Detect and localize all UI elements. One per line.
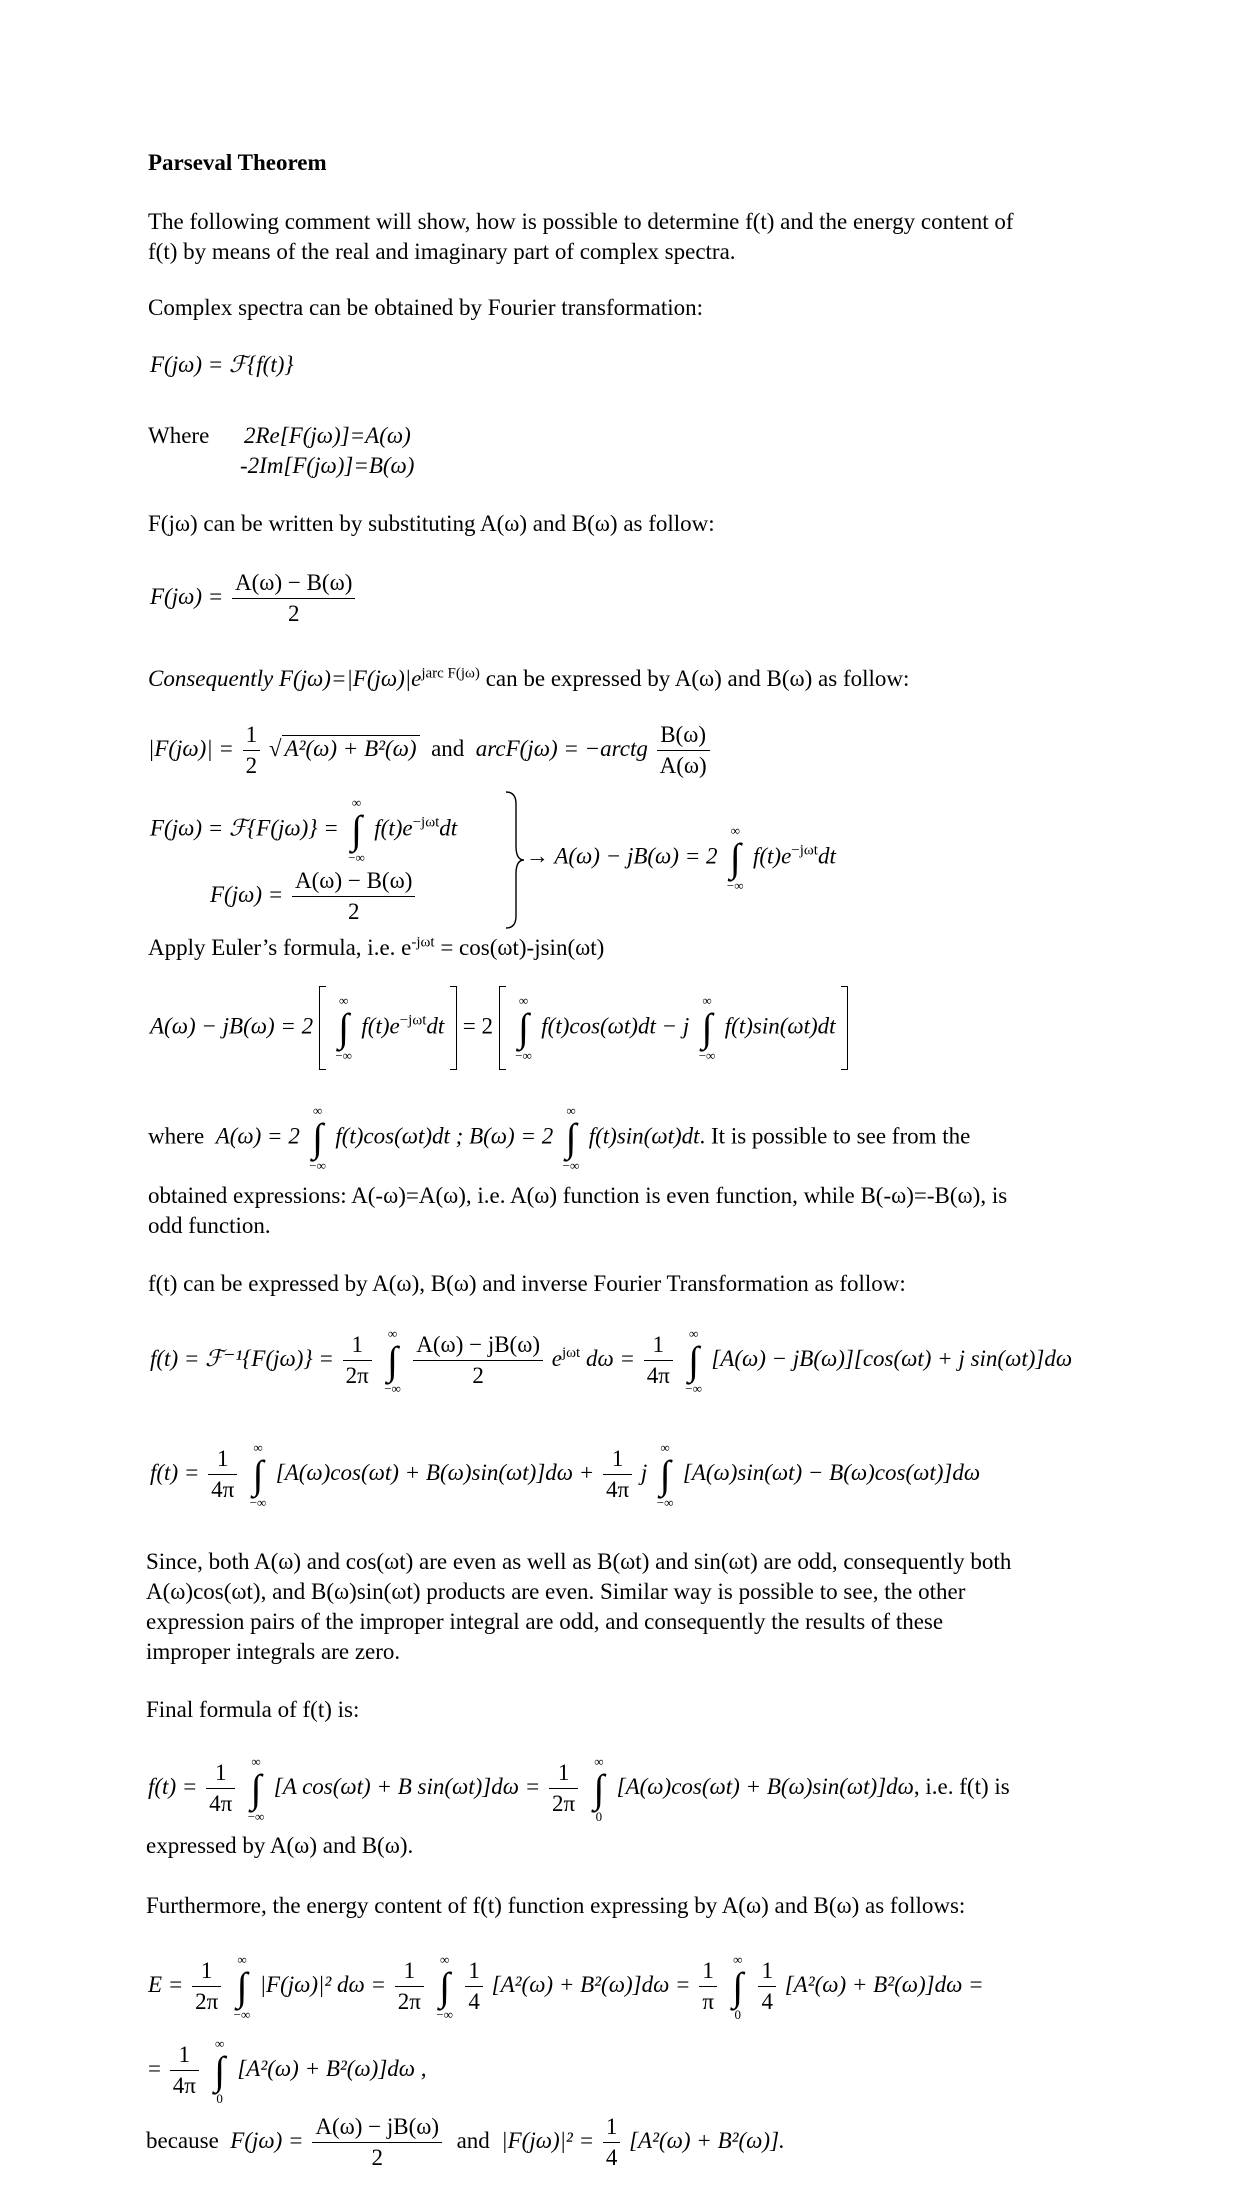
- eq8-mid: [A cos(ωt) + B sin(ωt)]dω =: [273, 1773, 541, 1799]
- eq4-line1-sup: −jωt: [412, 814, 440, 831]
- eq4-rhs-dt: dt: [817, 843, 836, 869]
- int-lower: −∞: [384, 1380, 401, 1396]
- eq6-f3: [644, 1330, 673, 1391]
- paragraph-inverse: f(t) can be expressed by A(ω), B(ω) and inverse Fourier Transformation as follow:: [148, 1271, 906, 1296]
- int-lower: −∞: [309, 1158, 326, 1173]
- p13-f-den: 4: [605, 2145, 618, 2170]
- eq7-f2: [603, 1444, 632, 1505]
- integral-sign: ∞ ∫ −∞: [656, 1439, 674, 1510]
- int-upper: ∞: [214, 2035, 225, 2051]
- int-lower: −∞: [685, 1380, 702, 1396]
- int-lower: −∞: [726, 878, 744, 893]
- eq4-line1-integrand: f(t)e: [374, 815, 413, 841]
- page-title: Parseval Theorem: [148, 150, 327, 175]
- where-label: Where: [148, 423, 210, 448]
- paragraph-expressed: expressed by A(ω) and B(ω).: [146, 1833, 414, 1858]
- int-upper: ∞: [312, 1103, 323, 1118]
- int-upper: ∞: [351, 795, 362, 810]
- eq2-denominator: 2: [287, 601, 300, 626]
- eq9-f5-num: 1: [758, 1956, 776, 1987]
- int-upper: ∞: [660, 1439, 670, 1455]
- eq6-lhs: f(t) = ℱ⁻¹{F(jω)} =: [150, 1345, 334, 1371]
- p4-post: can be expressed by A(ω) and B(ω) as follow:: [479, 666, 910, 691]
- equation-system-line-2: [210, 866, 418, 927]
- eq9-f2-den: 2π: [397, 1989, 421, 2014]
- eq9-c: [A²(ω) + B²(ω)]dω =: [784, 1971, 984, 1997]
- intro-line-1: The following comment will show, how is possible to determine f(t) and the energy content of: [148, 209, 1014, 234]
- eq7-f1: [208, 1444, 237, 1505]
- right-bracket: [450, 986, 457, 1070]
- eq9-a: |F(jω)|² dω =: [259, 1971, 387, 1997]
- left-bracket: [319, 986, 326, 1070]
- eq8-f1-num: 1: [206, 1758, 235, 1789]
- p13-quarter: [603, 2112, 621, 2173]
- eq5-mid-dt: dt: [426, 1013, 445, 1039]
- eq9-f1-num: 1: [192, 1956, 221, 1987]
- eq3-half-den: 2: [245, 753, 258, 778]
- eq5-rhs-b: f(t)sin(ωt)dt: [724, 1013, 836, 1039]
- eq7-part1: [A(ω)cos(ωt) + B(ω)sin(ωt)]dω +: [275, 1459, 595, 1485]
- p6-b-int: f(t)sin(ωt)dt: [588, 1123, 700, 1149]
- p13-rhs: [A²(ω) + B²(ω)].: [629, 2127, 785, 2153]
- int-lower: −∞: [515, 1048, 532, 1063]
- intro-line-2: f(t) by means of the real and imaginary part of complex spectra.: [148, 239, 736, 264]
- p6-a: A(ω) = 2: [215, 1123, 300, 1149]
- eq6-f1: [343, 1330, 372, 1391]
- paragraph-since-line-1: Since, both A(ω) and cos(ωt) are even as well as B(ωt) and sin(ωt) are odd, consequently both: [146, 1549, 1012, 1574]
- eq8-f1: [206, 1758, 235, 1819]
- eq9-f3: [465, 1956, 483, 2017]
- int-lower: −∞: [656, 1494, 674, 1510]
- p13-f-num: 1: [603, 2112, 621, 2143]
- eq3-arc-lhs: arcF(jω) = −arctg: [475, 735, 648, 761]
- eq4-line2-num: A(ω) − B(ω): [292, 866, 415, 897]
- eq9-f1-den: 2π: [195, 1989, 219, 2014]
- integral-sign: ∞ ∫ 0: [728, 1967, 748, 2007]
- eq6-f3-den: 4π: [646, 1363, 670, 1388]
- eq10-lhs: =: [148, 2055, 161, 2081]
- paragraph-parity-line-2: odd function.: [148, 1213, 271, 1238]
- eq2-numerator: A(ω) − B(ω): [232, 568, 355, 599]
- int-lower: −∞: [436, 2006, 453, 2022]
- eq9-f4-den: π: [702, 1989, 714, 2014]
- p13-mag: |F(jω)|² =: [501, 2127, 595, 2153]
- right-bracket: [841, 986, 848, 1070]
- eq3-mag-lhs: |F(jω)| =: [148, 735, 234, 761]
- eq3-half-num: 1: [243, 720, 261, 751]
- eq9-f4: [699, 1956, 717, 2017]
- paragraph-energy: Furthermore, the energy content of f(t) function expressing by A(ω) and B(ω) as follows:: [146, 1893, 966, 1918]
- eq9-f3-num: 1: [465, 1956, 483, 1987]
- eq5-mid: f(t)e: [361, 1013, 400, 1039]
- p13-lhs: F(jω) =: [230, 2127, 304, 2153]
- integral-sign: ∞ ∫ −∞: [562, 1103, 580, 1173]
- paragraph-complex-spectra: Complex spectra can be obtained by Fourier transformation:: [148, 295, 704, 320]
- right-brace: [502, 790, 526, 930]
- p13-and: and: [456, 2127, 490, 2153]
- eq1-text: F(jω) = ℱ{f(t)}: [150, 352, 294, 377]
- eq5-lhs: A(ω) − jB(ω) = 2: [150, 1013, 314, 1039]
- eq4-rhs-lhs: → A(ω) − jB(ω) = 2: [526, 843, 718, 869]
- eq6-f3-num: 1: [644, 1330, 673, 1361]
- eq9-lhs: E =: [148, 1971, 184, 1997]
- eq10-f-num: 1: [170, 2040, 199, 2071]
- paragraph-since-line-2: A(ω)cos(ωt), and B(ω)sin(ωt) products are even. Similar way is possible to see, the other: [146, 1579, 966, 1604]
- paragraph-parity-line-1: obtained expressions: A(-ω)=A(ω), i.e. A(ω) function is even function, while B(-ω)=-B(ω), is: [148, 1183, 1008, 1208]
- eq6-f2-num: A(ω) − jB(ω): [413, 1330, 543, 1361]
- equation-f-jw: [150, 568, 358, 629]
- eq6-f1-num: 1: [343, 1330, 372, 1361]
- int-upper: ∞: [251, 1753, 261, 1769]
- equation-euler-expansion: [150, 986, 848, 1070]
- eq8-f2-den: 2π: [552, 1791, 576, 1816]
- integral-sign: ∞ ∫ −∞: [247, 1753, 265, 1824]
- left-bracket: [499, 986, 506, 1070]
- integral-sign: ∞ ∫ −∞: [515, 993, 532, 1063]
- eq2-lhs: F(jω) =: [150, 583, 224, 609]
- p6-where: where: [148, 1123, 205, 1149]
- int-lower: −∞: [348, 850, 365, 865]
- integral-sign: ∞ ∫ −∞: [685, 1325, 702, 1396]
- eq6-e: e: [551, 1345, 562, 1371]
- eq8-f2-num: 1: [549, 1758, 578, 1789]
- eq7-f1-den: 4π: [211, 1477, 235, 1502]
- integral-sign: ∞ ∫ 0: [210, 2051, 230, 2091]
- eq8-lhs: f(t) =: [148, 1773, 198, 1799]
- where-a-text: 2Re[F(jω)]=A(ω): [244, 423, 411, 448]
- equation-system-result: [526, 823, 836, 893]
- int-upper: ∞: [688, 1325, 699, 1341]
- eq6-f2-den: 2: [472, 1363, 484, 1388]
- int-lower: 0: [595, 1808, 603, 1824]
- eq3-arc-fraction: [657, 720, 710, 781]
- eq4-line2-den: 2: [347, 899, 360, 924]
- eq4-rhs-sup: −jωt: [791, 842, 818, 859]
- equation-magnitude-arc: |F(jω)| = $\frac{1}{2}$ √ A²(ω) + B²(ω) and arcF(jω) = −arctg $\frac{B(\omega)}{A(\omega)}$: [148, 720, 713, 781]
- paragraph-consequently: [148, 663, 909, 694]
- p6-a-int: f(t)cos(ωt)dt ;: [335, 1123, 464, 1149]
- int-upper: ∞: [339, 993, 349, 1008]
- eq8-rhs: [A(ω)cos(ωt) + B(ω)sin(ωt)]dω: [616, 1773, 914, 1799]
- eq4-line2-lhs: F(jω) =: [210, 881, 284, 907]
- int-lower: −∞: [247, 1808, 265, 1824]
- eq4-line2-fraction: [292, 866, 415, 927]
- int-upper: ∞: [518, 993, 529, 1008]
- int-upper: ∞: [733, 1951, 743, 1967]
- equation-system-line-1: [150, 795, 458, 865]
- int-lower: −∞: [335, 1048, 352, 1063]
- int-upper: ∞: [440, 1951, 450, 1967]
- where-definition-a: [244, 420, 411, 451]
- p4-sup: jarc F(jω): [421, 665, 480, 682]
- int-lower: −∞: [233, 2006, 251, 2022]
- eq2-fraction: [232, 568, 355, 629]
- int-upper: ∞: [253, 1439, 263, 1455]
- equation-energy: [148, 1951, 984, 2022]
- eq8-f2: [549, 1758, 578, 1819]
- equation-final-f-t: [148, 1753, 1010, 1824]
- eq9-f2-num: 1: [395, 1956, 424, 1987]
- int-upper: ∞: [566, 1103, 576, 1118]
- eq9-f1: [192, 1956, 221, 2017]
- eq10-f-den: 4π: [172, 2073, 196, 2098]
- integral-sign: ∞ ∫ −∞: [436, 1951, 453, 2022]
- int-lower: −∞: [698, 1048, 716, 1063]
- integral-sign: ∞ ∫ −∞: [348, 795, 365, 865]
- equation-energy-cont: [148, 2035, 427, 2106]
- paragraph-where-ab: [148, 1103, 971, 1173]
- eq7-f2-den: 4π: [606, 1477, 630, 1502]
- p13-num: A(ω) − jB(ω): [312, 2112, 442, 2143]
- eq4-line1-lhs: F(jω) = ℱ{F(jω)} =: [150, 815, 339, 841]
- eq3-half: [243, 720, 261, 781]
- eq10-rhs: [A²(ω) + B²(ω)]dω ,: [237, 2055, 427, 2081]
- int-upper: ∞: [387, 1325, 398, 1341]
- integral-sign: ∞ ∫ −∞: [249, 1439, 267, 1510]
- euler-post: = cos(ωt)-jsin(ωt): [434, 935, 605, 960]
- paragraph-since-line-4: improper integrals are zero.: [146, 1639, 401, 1664]
- eq5-eq2: = 2: [462, 1013, 494, 1039]
- paragraph-substitution: F(jω) can be written by substituting A(ω) and B(ω) as follow:: [148, 511, 715, 536]
- eq7-f2-num: 1: [603, 1444, 632, 1475]
- euler-sup: -jωt: [411, 934, 435, 951]
- int-lower: 0: [734, 2006, 741, 2022]
- integral-sign: ∞ ∫ −∞: [384, 1325, 401, 1396]
- eq3-arc-den: A(ω): [659, 753, 707, 778]
- eq7-f1-num: 1: [208, 1444, 237, 1475]
- eq9-f2: [395, 1956, 424, 2017]
- p6-b: B(ω) = 2: [469, 1123, 554, 1149]
- p6-tail: . It is possible to see from the: [699, 1123, 971, 1149]
- int-lower: −∞: [249, 1494, 267, 1510]
- integral-sign: ∞ ∫ −∞: [335, 993, 352, 1063]
- equation-because: [146, 2112, 785, 2173]
- p4-pre: Consequently F(jω)=|F(jω)|e: [148, 666, 422, 691]
- eq9-b: [A²(ω) + B²(ω)]dω =: [491, 1971, 691, 1997]
- int-upper: ∞: [594, 1753, 604, 1769]
- p13-den: 2: [371, 2145, 383, 2170]
- eq3-sqrt: A²(ω) + B²(ω): [282, 735, 420, 761]
- p13-fraction: [312, 2112, 442, 2173]
- int-upper: ∞: [730, 823, 740, 838]
- where-b-text: -2Im[F(jω)]=B(ω): [240, 453, 415, 478]
- eq5-mid-sup: −jωt: [399, 1012, 427, 1029]
- eq6-dw: dω =: [585, 1345, 635, 1371]
- int-lower: −∞: [562, 1158, 580, 1173]
- equation-fourier-transform: [150, 352, 294, 378]
- eq8-tail: , i.e. f(t) is: [913, 1773, 1010, 1799]
- eq3-arc-num: B(ω): [657, 720, 710, 751]
- integral-sign: ∞ ∫ 0: [589, 1769, 609, 1809]
- eq10-f: [170, 2040, 199, 2101]
- where-definition-b: [240, 450, 414, 481]
- eq9-f4-num: 1: [699, 1956, 717, 1987]
- int-upper: ∞: [702, 993, 712, 1008]
- euler-pre: Apply Euler’s formula, i.e. e: [148, 935, 412, 960]
- paragraph-euler: [148, 932, 604, 963]
- integral-sign: ∞ ∫ −∞: [309, 1103, 326, 1173]
- eq7-j: j: [640, 1459, 648, 1485]
- int-lower: 0: [216, 2090, 223, 2106]
- eq7-part2: [A(ω)sin(ωt) − B(ω)cos(ωt)]dω: [682, 1459, 981, 1485]
- equation-f-t-expanded: [150, 1439, 981, 1510]
- eq9-f3-den: 4: [468, 1989, 480, 2014]
- eq9-f5: [758, 1956, 776, 2017]
- eq6-f1-den: 2π: [345, 1363, 369, 1388]
- p13-because: because: [146, 2127, 219, 2153]
- eq8-f1-den: 4π: [209, 1791, 233, 1816]
- eq6-e-sup: jωt: [561, 1345, 581, 1362]
- eq4-rhs-integrand: f(t)e: [752, 843, 792, 869]
- eq4-line1-dt: dt: [439, 815, 458, 841]
- eq6-f2: [413, 1330, 543, 1391]
- eq9-f5-den: 4: [761, 1989, 773, 2014]
- int-upper: ∞: [237, 1951, 247, 1967]
- paragraph-since-line-3: expression pairs of the improper integral are odd, and consequently the results of these: [146, 1609, 944, 1634]
- eq7-lhs: f(t) =: [150, 1459, 200, 1485]
- paragraph-final-formula: Final formula of f(t) is:: [146, 1697, 360, 1722]
- eq5-rhs-a: f(t)cos(ωt)dt − j: [541, 1013, 690, 1039]
- integral-sign: ∞ ∫ −∞: [698, 993, 716, 1063]
- integral-sign: ∞ ∫ −∞: [726, 823, 744, 893]
- eq6-rhs: [A(ω) − jB(ω)][cos(ωt) + j sin(ωt)]dω: [711, 1345, 1073, 1371]
- integral-sign: ∞ ∫ −∞: [233, 1951, 251, 2022]
- eq3-and: and: [431, 735, 465, 761]
- equation-inverse-fourier: [150, 1325, 1073, 1396]
